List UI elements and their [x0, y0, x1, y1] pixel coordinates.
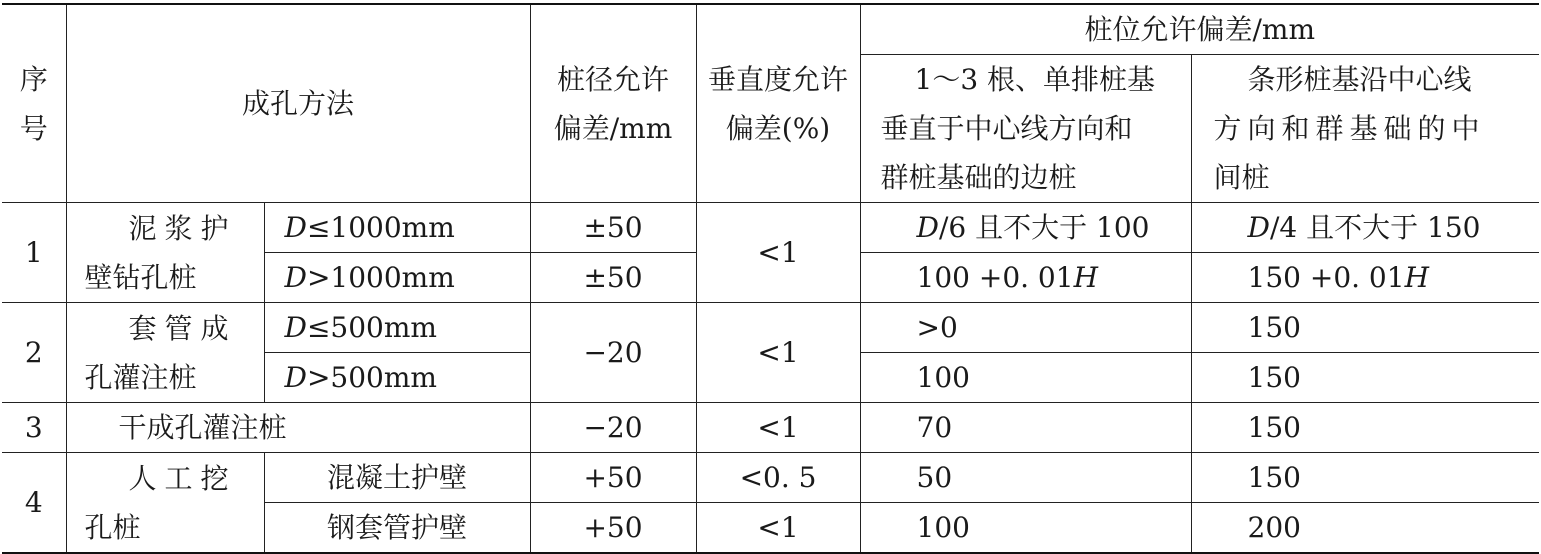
row-center-var: D: [1247, 211, 1270, 244]
row-verticality: <1: [696, 303, 860, 403]
row-center-tolerance: 150: [1191, 303, 1539, 353]
row-condition: [264, 303, 530, 353]
row-diameter: ±50: [530, 253, 696, 303]
row-center-var: H: [1404, 261, 1429, 294]
row-edge-pre: 100 +0. 01: [916, 261, 1074, 294]
header-verticality-line: 偏差(%): [725, 111, 831, 145]
row-condition-var: D: [284, 211, 307, 244]
row-edge-var: H: [1073, 261, 1098, 294]
header-center-line: 间桩: [1213, 161, 1270, 194]
row-seq: 4: [2, 453, 66, 554]
row-method: [66, 303, 264, 403]
row-condition-var: D: [284, 261, 307, 294]
table-header-row: [2, 4, 1539, 55]
row-verticality: <1: [696, 503, 860, 554]
row-condition-var: D: [284, 361, 307, 394]
row-center-tolerance: [1191, 203, 1539, 253]
row-edge-tolerance: [860, 203, 1191, 253]
row-edge-var: D: [916, 211, 939, 244]
pile-tolerance-table: [2, 3, 1539, 554]
row-condition: [264, 203, 530, 253]
row-verticality: <1: [696, 403, 860, 453]
row-condition: [264, 253, 530, 303]
header-edge-line: 1～3 根、单排桩基: [914, 63, 1156, 96]
row-verticality: <1: [696, 203, 860, 303]
row-center-pre: 150 +0. 01: [1247, 261, 1405, 294]
row-edge-tolerance: 100: [860, 353, 1191, 403]
row-diameter: −20: [530, 303, 696, 403]
header-edge-line: 垂直于中心线方向和: [880, 112, 1133, 145]
row-diameter: +50: [530, 453, 696, 503]
row-method-line: 泥浆护: [128, 211, 237, 245]
row-condition: 混凝土护壁: [264, 453, 530, 503]
header-seq-line: 号: [19, 111, 48, 145]
row-edge-tolerance: >0: [860, 303, 1191, 353]
header-diameter-tolerance: [530, 4, 696, 203]
row-diameter: −20: [530, 403, 696, 453]
row-method: [66, 203, 264, 303]
header-edge-pile: [860, 55, 1191, 203]
row-seq: 3: [2, 403, 66, 453]
row-verticality: <0. 5: [696, 453, 860, 503]
row-condition-rest: ≤1000mm: [306, 211, 455, 244]
table-row: [2, 403, 1539, 453]
header-verticality-line: 垂直度允许: [708, 62, 849, 96]
row-center-tolerance: 150: [1191, 403, 1539, 453]
row-edge-tolerance: [860, 253, 1191, 303]
row-condition-rest: >1000mm: [306, 261, 455, 294]
row-method-line: 套管成: [128, 311, 237, 345]
header-diameter-line: 桩径允许: [557, 62, 670, 96]
row-method-line: 壁钻孔桩: [84, 260, 197, 294]
row-center-tolerance: [1191, 253, 1539, 303]
row-edge-tolerance: 50: [860, 453, 1191, 503]
row-center-tolerance: 150: [1191, 453, 1539, 503]
row-center-rest: /4 且不大于 150: [1269, 211, 1481, 244]
row-condition-rest: ≤500mm: [306, 311, 437, 344]
header-center-line: 方向和群基础的中: [1213, 112, 1486, 145]
header-position-tolerance: 桩位允许偏差/mm: [860, 4, 1539, 55]
table-row: [2, 203, 1539, 253]
row-center-tolerance: 200: [1191, 503, 1539, 554]
row-method-line: 人工挖: [128, 461, 237, 495]
header-method: 成孔方法: [66, 4, 530, 203]
header-edge-line: 群桩基础的边桩: [880, 161, 1077, 194]
row-edge-rest: /6 且不大于 100: [938, 211, 1150, 244]
table-row: [2, 453, 1539, 503]
row-method-line: 孔灌注桩: [84, 360, 197, 394]
row-method: [66, 453, 264, 554]
row-diameter: ±50: [530, 203, 696, 253]
header-diameter-line: 偏差/mm: [553, 111, 673, 145]
header-center-line: 条形桩基沿中心线: [1247, 63, 1472, 96]
row-method-line: 孔桩: [84, 510, 141, 544]
row-condition-var: D: [284, 311, 307, 344]
row-seq: 2: [2, 303, 66, 403]
row-method: 干成孔灌注桩: [66, 403, 530, 453]
header-verticality-tolerance: [696, 4, 860, 203]
row-condition-rest: >500mm: [306, 361, 437, 394]
header-seq: [2, 4, 66, 203]
row-edge-tolerance: 70: [860, 403, 1191, 453]
header-seq-line: 序: [19, 62, 48, 96]
row-edge-tolerance: 100: [860, 503, 1191, 554]
row-condition: 钢套管护壁: [264, 503, 530, 554]
header-center-pile: [1191, 55, 1539, 203]
row-diameter: +50: [530, 503, 696, 554]
row-center-tolerance: 150: [1191, 353, 1539, 403]
row-condition: [264, 353, 530, 403]
table-row: [2, 303, 1539, 353]
row-seq: 1: [2, 203, 66, 303]
